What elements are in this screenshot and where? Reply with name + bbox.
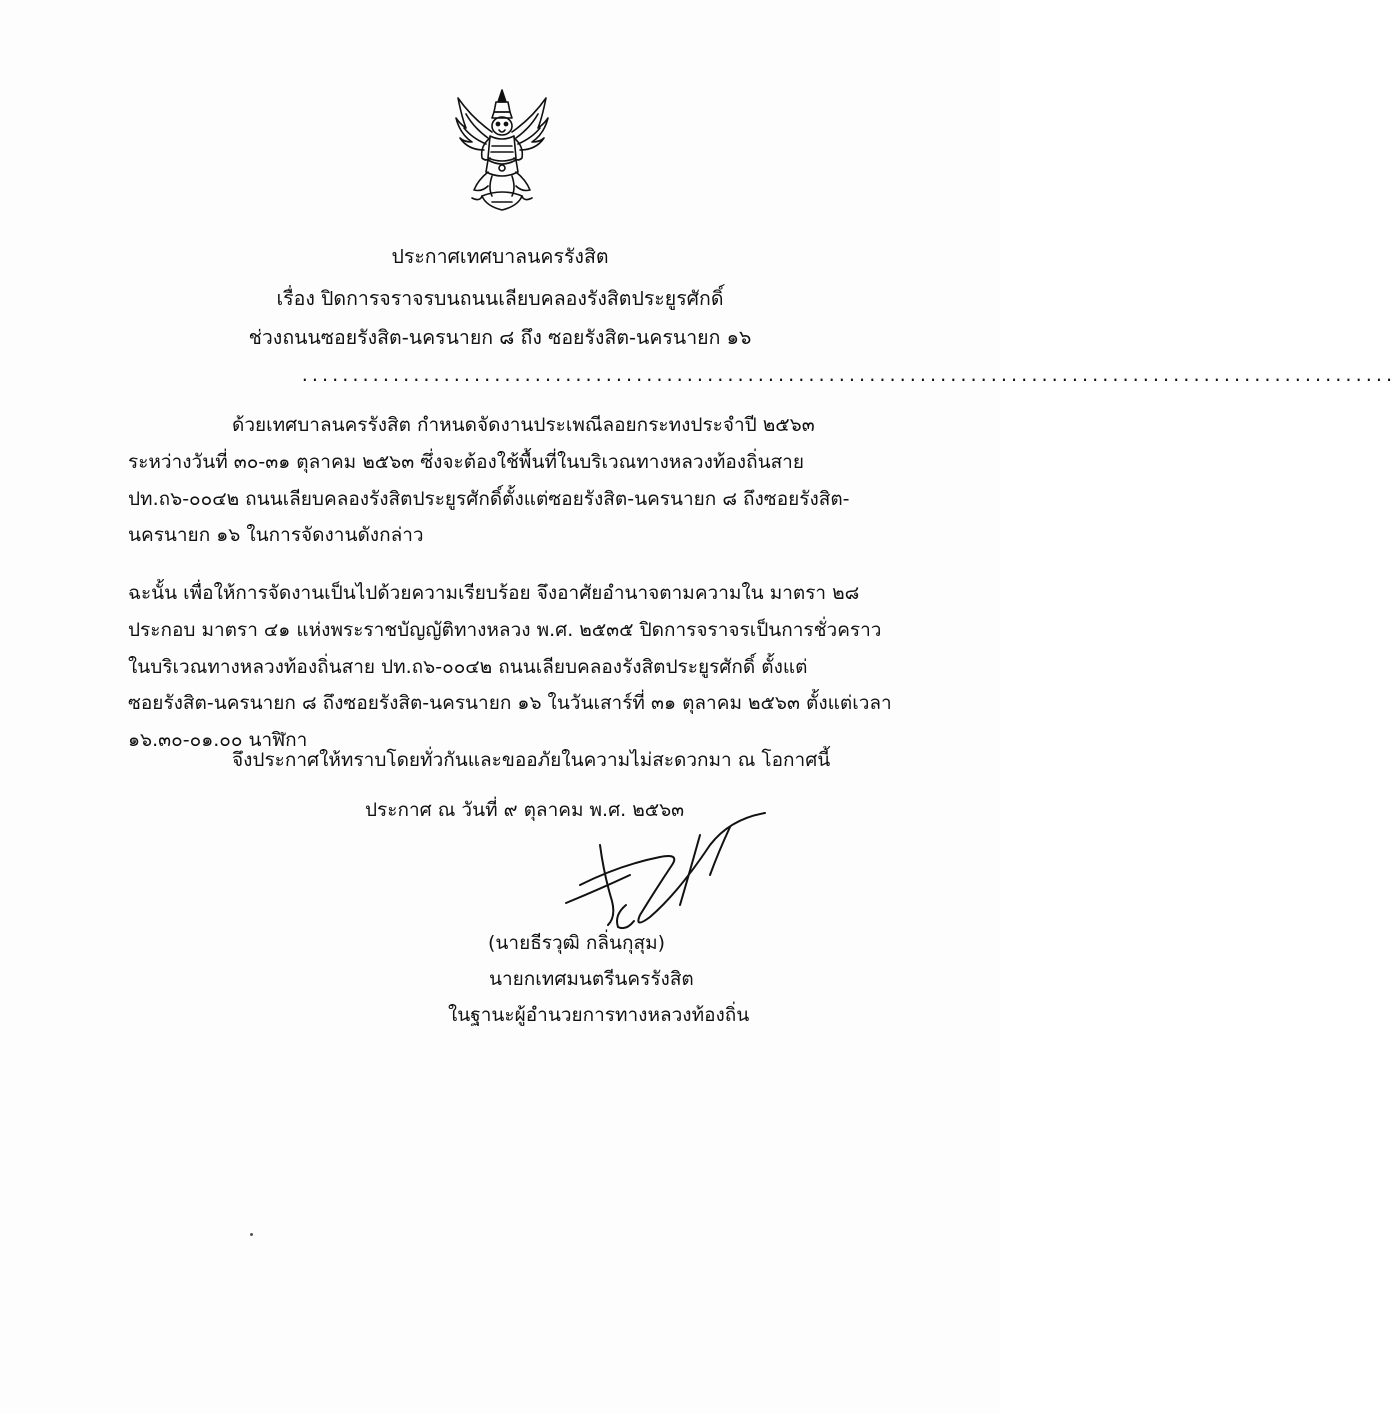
paragraph-1-line-2: ระหว่างวันที่ ๓๐-๓๑ ตุลาคม ๒๕๖๓ ซึ่งจะต้องใช้พื้นที่ในบริเวณทางหลวงท้องถิ่นสาย — [128, 451, 804, 473]
signatory-position: นายกเทศมนตรีนครรังสิต — [489, 968, 694, 990]
announcement-date: ประกาศ ณ วันที่ ๙ ตุลาคม พ.ศ. ๒๕๖๓ — [365, 799, 685, 821]
paragraph-1-line-1: ด้วยเทศบาลนครรังสิต กำหนดจัดงานประเพณีลอยกระทงประจำปี ๒๕๖๓ — [232, 414, 815, 436]
signatory-role: ในฐานะผู้อำนวยการทางหลวงท้องถิ่น — [448, 1004, 750, 1026]
paragraph-2-line-1: ฉะนั้น เพื่อให้การจัดงานเป็นไปด้วยความเรียบร้อย จึงอาศัยอำนาจตามความใน มาตรา ๒๘ — [128, 582, 860, 604]
paragraph-2-line-4: ซอยรังสิต-นครนายก ๘ ถึงซอยรังสิต-นครนายก ๑๖ ในวันเสาร์ที่ ๓๑ ตุลาคม ๒๕๖๓ ตั้งแต่เวลา — [128, 692, 892, 714]
paragraph-1-line-3: ปท.ถ๖-๐๐๔๒ ถนนเลียบคลองรังสิตประยูรศักดิ์ตั้งแต่ซอยรังสิต-นครนายก ๘ ถึงซอยรังสิต- — [128, 488, 850, 510]
paragraph-1-line-4: นครนายก ๑๖ ในการจัดงานดังกล่าว — [128, 524, 424, 546]
scan-speck — [250, 1233, 253, 1236]
signatory-name: (นายธีรวุฒิ กลิ่นกุสุม) — [488, 932, 666, 954]
closing-statement: จึงประกาศให้ทราบโดยทั่วกันและขออภัยในความไม่สะดวกมา ณ โอกาศนี้ — [232, 749, 831, 771]
announcement-title: ประกาศเทศบาลนครรังสิต — [391, 245, 609, 268]
paragraph-2-line-3: ในบริเวณทางหลวงท้องถิ่นสาย ปท.ถ๖-๐๐๔๒ ถนนเลียบคลองรังสิตประยูรศักดิ์ ตั้งแต่ — [128, 656, 808, 678]
announcement-subject-continued: ช่วงถนนซอยรังสิต-นครนายก ๘ ถึง ซอยรังสิต-นครนายก ๑๖ — [248, 326, 752, 349]
dotted-separator: ............................................................................................................ — [300, 366, 1394, 385]
paragraph-2-line-2: ประกอบ มาตรา ๔๑ แห่งพระราชบัญญัติทางหลวง พ.ศ. ๒๕๓๕ ปิดการจราจรเป็นการชั่วคราว — [128, 619, 882, 641]
garuda-emblem-icon — [452, 88, 552, 214]
paragraph-2-line-5: ๑๖.๓๐-๐๑.๐๐ นาฬิกา — [128, 729, 308, 751]
announcement-subject: เรื่อง ปิดการจราจรบนถนนเลียบคลองรังสิตประยูรศักดิ์ — [276, 287, 724, 310]
handwritten-signature — [560, 805, 780, 935]
